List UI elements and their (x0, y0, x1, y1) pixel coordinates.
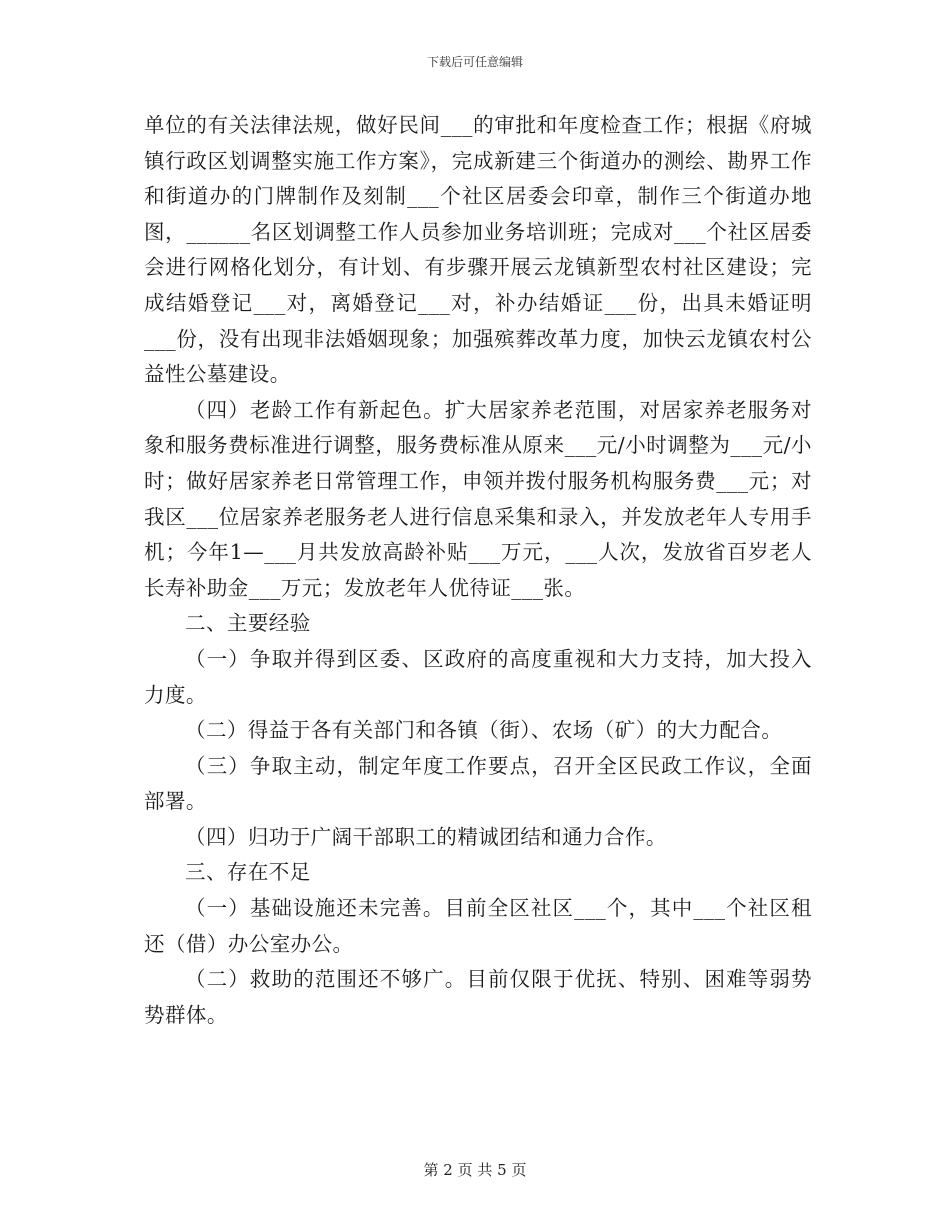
paragraph-elderly-work: （四）老龄工作有新起色。扩大居家养老范围，对居家养老服务对象和服务费标准进行调整，服务费标准从原来___元/小时调整为___元/小时；做好居家养老日常管理工作，申领并拨付服务机构服务费___元；对我区___位居家养老服务老人进行信息采集和录入，并发放老年人专用手机；今年1—___月共发放高龄补贴___万元，___人次，发放省百岁老人长寿补助金___万元；发放老年人优待证___张。 (144, 397, 812, 600)
page-number: 第 2 页 共 5 页 (423, 1161, 527, 1179)
paragraph-shortcoming-2: （二）救助的范围还不够广。目前仅限于优抚、特别、困难等弱势势群体。 (144, 967, 812, 1027)
paragraph-civil-affairs: 单位的有关法律法规，做好民间___的审批和年度检查工作；根据《府城镇行政区划调整实施工作方案》，完成新建三个街道办的测绘、勘界工作和街道办的门牌制作及刻制___个社区居委会印章，制作三个街道办地图，______名区划调整工作人员参加业务培训班；完成对___个社区居委会进行网格化划分，有计划、有步骤开展云龙镇新型农村社区建设；完成结婚登记___对，离婚登记___对，补办结婚证___份，出具未婚证明___份，没有出现非法婚姻现象；加强殡葬改革力度，加快云龙镇农村公益性公墓建设。 (144, 113, 812, 387)
document-body (144, 108, 812, 1033)
paragraph-experience-4: （四）归功于广阔干部职工的精诚团结和通力合作。 (185, 824, 667, 849)
heading-main-experience: 二、主要经验 (185, 611, 311, 636)
paragraph-experience-3: （三）争取主动，制定年度工作要点，召开全区民政工作议，全面部署。 (144, 753, 812, 814)
paragraph-experience-1: （一）争取并得到区委、区政府的高度重视和大力支持，加大投入力度。 (144, 646, 812, 707)
paragraph-experience-2: （二）得益于各有关部门和各镇（街）、农场（矿）的大力配合。 (185, 718, 783, 743)
page-header-note: 下载后可任意编辑 (426, 55, 523, 69)
heading-shortcomings: 三、存在不足 (185, 860, 311, 885)
paragraph-shortcoming-1: （一）基础设施还未完善。目前全区社区___个，其中___个社区租还（借）办公室办公。 (144, 896, 812, 956)
